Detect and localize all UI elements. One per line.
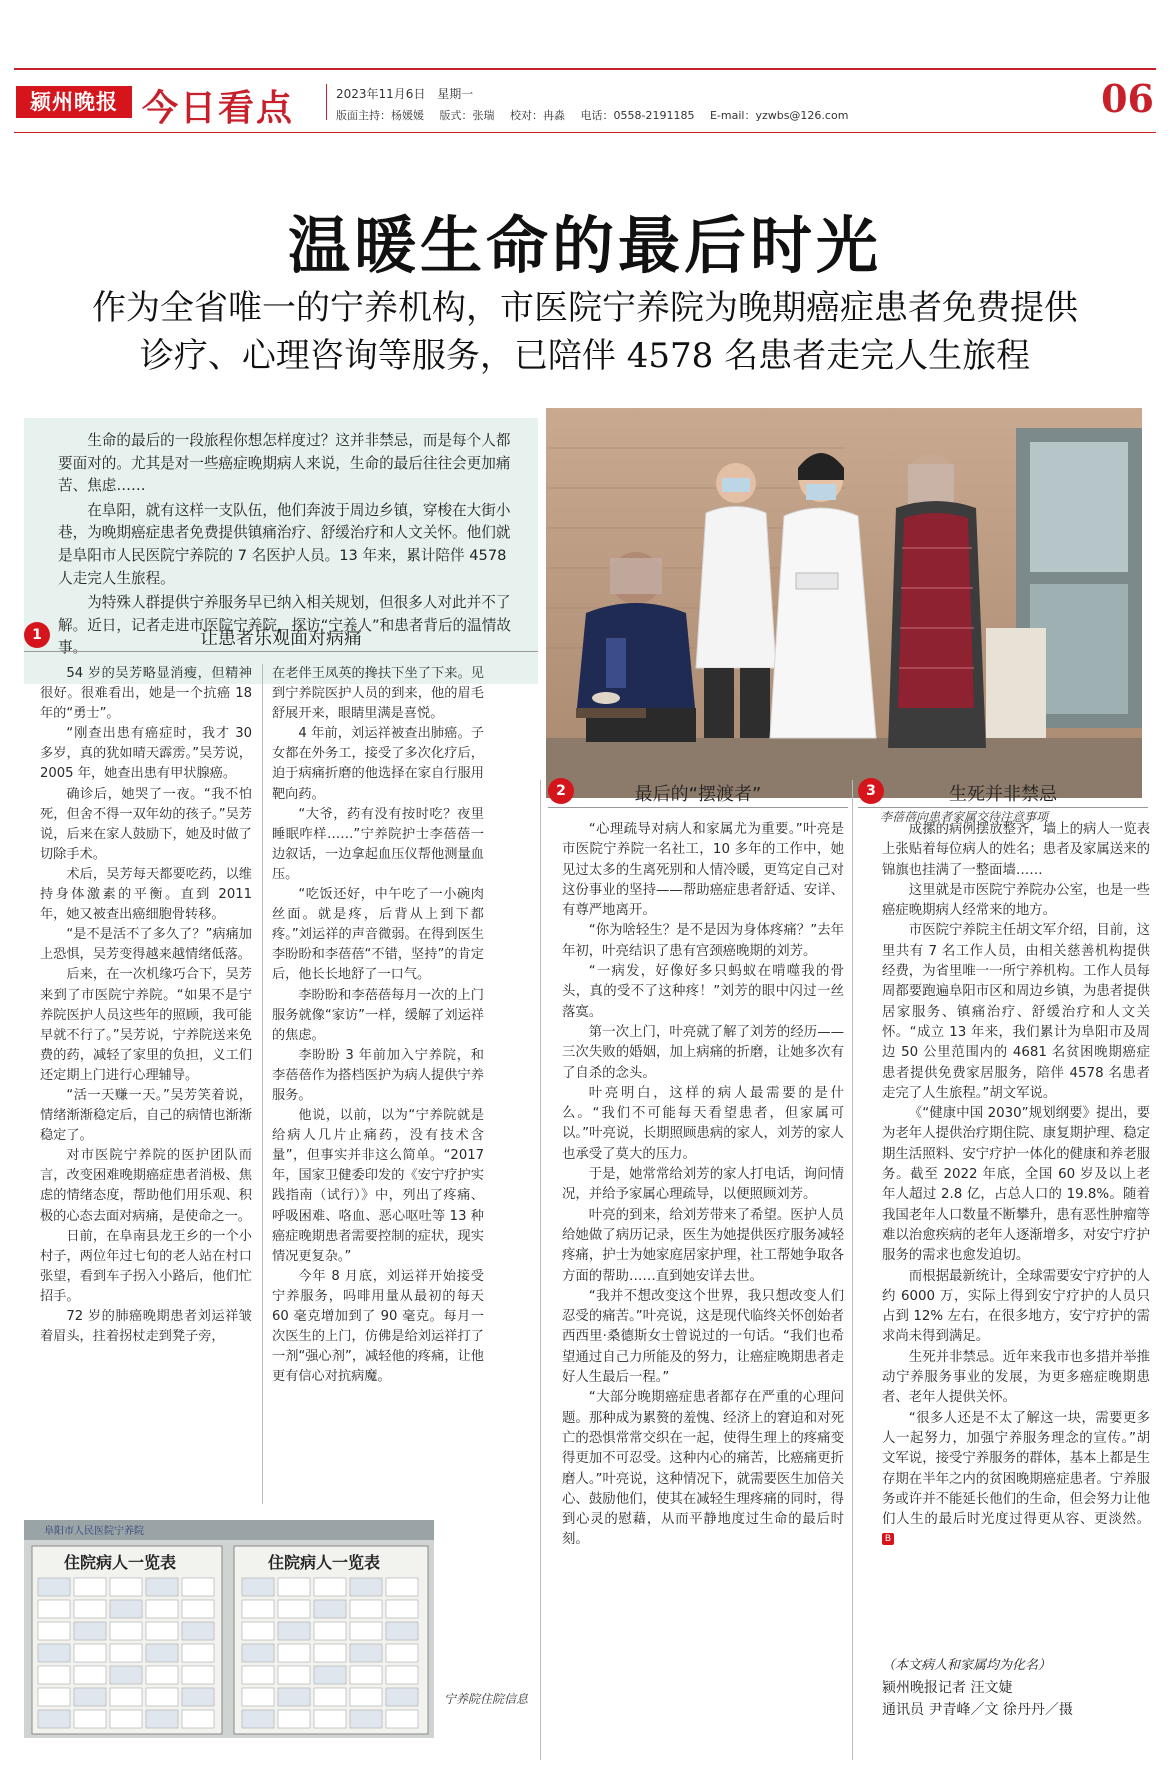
paragraph: 成摞的病例摆放整齐，墙上的病人一览表上张贴着每位病人的姓名；患者及家属送来的锦旗也挂满了一整面墙…… <box>882 822 1150 878</box>
credit-layout: 版式：张瑞 <box>439 109 495 122</box>
patient-card <box>74 1600 106 1618</box>
byline-contributors: 通讯员 尹青峰／文 徐丹丹／摄 <box>882 1702 1073 1718</box>
paragraph: 术后，吴芳每天都要吃药，以维持身体激素的平衡。直到 2011 年，她又被查出癌细胞骨转移。 <box>40 866 252 923</box>
patient-card <box>38 1600 70 1618</box>
section-3-title: 生死并非禁忌 <box>949 784 1057 805</box>
patient-card <box>314 1710 346 1728</box>
paragraph: 54 岁的吴芳略显消瘦，但精神很好。很难看出，她是一个抗癌 18 年的“勇士”。 <box>40 666 252 722</box>
patient-card <box>38 1622 70 1640</box>
paragraph: “你为啥轻生？是不是因为身体疼痛？”去年年初，叶亮结识了患有宫颈癌晚期的刘芳。 <box>562 923 844 959</box>
patient-card <box>278 1710 310 1728</box>
patient-card <box>242 1622 274 1640</box>
patient-card <box>182 1644 214 1662</box>
section-2-heading <box>548 778 848 808</box>
paragraph: 后来，在一次机缘巧合下，吴芳来到了市医院宁养院。“如果不是宁养院医护人员这些年的照顾，我可能早就不行了。”吴芳说，宁养院送来免费的药，减轻了家里的负担，义工们还定期上门进行心理辅导。 <box>40 967 252 1083</box>
patient-card <box>386 1644 418 1662</box>
paragraph: 对市医院宁养院的医护团队而言，改变困难晚期癌症患者消极、焦虑的情绪态度，帮助他们用乐观、积极的心态去面对病痛，是使命之一。 <box>40 1148 252 1224</box>
paragraph: 4 年前，刘运祥被查出肺癌。子女都在外务工，接受了多次化疗后，迫于病痛折磨的他选择在家自行服用靶向药。 <box>272 726 484 802</box>
editorial-credits <box>336 107 860 123</box>
patient-card <box>278 1644 310 1662</box>
issue-date <box>336 85 481 102</box>
patient-card <box>278 1578 310 1596</box>
bottom-photo-caption: 宁养院住院信息 <box>444 1692 529 1706</box>
patient-card <box>182 1710 214 1728</box>
section-1-number: 1 <box>24 622 50 648</box>
paragraph: 而根据最新统计，全球需要安宁疗护的人约 6000 万，实际上得到安宁疗护的人员只占到 12% 左右，在很多地方，安宁疗护的需求尚未得到满足。 <box>882 1268 1150 1345</box>
patient-card <box>314 1622 346 1640</box>
paragraph: 今年 8 月底，刘运祥开始接受宁养服务，吗啡用量从最初的每天 60 毫克增加到了 90 毫克。每月一次医生的上门，仿佛是给刘运祥打了一剂“强心剂”，减轻他的疼痛，让他更有信心对抗病魔。 <box>272 1268 484 1385</box>
patient-card <box>314 1600 346 1618</box>
patient-card <box>146 1578 178 1596</box>
board-right-title: 住院病人一览表 <box>268 1553 381 1572</box>
patient-card <box>350 1688 382 1706</box>
headline: 温暖生命的最后时光 <box>287 209 882 282</box>
patient-card <box>386 1666 418 1684</box>
patient-card <box>110 1688 142 1706</box>
section-2-title: 最后的“摆渡者” <box>634 784 762 805</box>
patient-card <box>242 1688 274 1706</box>
patient-card <box>110 1622 142 1640</box>
patient-card <box>182 1666 214 1684</box>
paragraph: 李盼盼和李蓓蓓每月一次的上门服务就像“家访”一样，缓解了刘运祥的焦虑。 <box>272 987 484 1043</box>
section-2-number: 2 <box>548 778 574 804</box>
board-left-title: 住院病人一览表 <box>64 1553 177 1572</box>
patient-card <box>242 1710 274 1728</box>
newspaper-logo: 颍州晚报 <box>16 86 132 118</box>
patient-card <box>314 1644 346 1662</box>
paragraph: “活一天赚一天。”吴芳笑着说，情绪渐渐稳定后，自己的病情也渐渐稳定了。 <box>40 1087 252 1144</box>
paragraph: “心理疏导对病人和家属尤为重要。”叶亮是市医院宁养院一名社工，10 多年的工作中，她见过太多的生离死别和人情冷暖，更笃定自己对这份事业的坚持——帮助癌症患者舒适、安详、有尊严地离开。 <box>562 822 844 919</box>
paragraph: 于是，她常常给刘芳的家人打电话，询问情况，并给予家属心理疏导，以便照顾刘芳。 <box>562 1167 844 1203</box>
patient-card <box>242 1644 274 1662</box>
paragraph: “是不是活不了多久了？”病痛加上恐惧，吴芳变得越来越情绪低落。 <box>40 927 252 963</box>
patient-card <box>278 1666 310 1684</box>
board-banner-text: 阜阳市人民医院宁养院 <box>44 1526 144 1537</box>
patient-card <box>314 1578 346 1596</box>
patient-card <box>182 1688 214 1706</box>
paragraph: “刚查出患有癌症时，我才 30 多岁，真的犹如晴天霹雳。”吴芳说，2005 年，她查出患有甲状腺癌。 <box>40 726 252 782</box>
column-rule <box>262 664 263 1504</box>
patient-card <box>74 1666 106 1684</box>
patient-card <box>386 1688 418 1706</box>
patient-card <box>278 1622 310 1640</box>
bottom-photo <box>24 1520 434 1738</box>
patient-card <box>386 1622 418 1640</box>
byline-note: （本文病人和家属均为化名） <box>882 1658 1052 1673</box>
patient-card <box>386 1710 418 1728</box>
main-photo <box>546 408 1142 798</box>
board-left <box>32 1546 222 1734</box>
patient-card <box>146 1688 178 1706</box>
patient-card <box>242 1666 274 1684</box>
main-photo-caption: 李蓓蓓向患者家属交待注意事项 <box>880 810 1049 824</box>
paragraph: 他说，以前，以为“宁养院就是给病人几片止痛药，没有技术含量”，但事实并非这么简单。“2017 年，国家卫健委印发的《安宁疗护实践指南（试行）》中，列出了疼痛、呼吸困难、咯血、恶心呕吐等 13 种癌症晚期患者需要控制的症状，现实情况更复杂。” <box>272 1108 484 1264</box>
paragraph: 72 岁的肺癌晚期患者刘运祥皱着眉头，拄着拐杖走到凳子旁， <box>40 1309 252 1345</box>
paragraph: 第一次上门，叶亮就了解了刘芳的经历——三次失败的婚姻，加上病痛的折磨，让她多次有了自杀的念头。 <box>562 1024 844 1081</box>
patient-card <box>350 1600 382 1618</box>
patient-card <box>110 1578 142 1596</box>
patient-card <box>110 1710 142 1728</box>
patient-card <box>110 1600 142 1618</box>
lead-paragraph: 在阜阳，就有这样一支队伍，他们奔波于周边乡镇，穿梭在大街小巷，为晚期癌症患者免费提供镇痛治疗、舒缓治疗和人文关怀。他们就是阜阳市人民医院宁养院的 7 名医护人员。13 年来，累计陪伴 4578 人走完人生旅程。 <box>58 501 511 587</box>
patient-card <box>38 1688 70 1706</box>
section-1-title: 让患者乐观面对病痛 <box>200 628 362 649</box>
section-3-column <box>882 820 1150 1551</box>
masthead-divider <box>326 84 327 120</box>
paragraph: “一病发，好像好多只蚂蚁在啃噬我的骨头，真的受不了这种疼！”刘芳的眼中闪过一丝落寞。 <box>562 964 844 1020</box>
patient-card <box>242 1600 274 1618</box>
credit-proofreader: 校对：冉淼 <box>510 109 565 122</box>
patient-card <box>350 1622 382 1640</box>
section-name: 今日看点 <box>142 87 295 129</box>
patient-card <box>38 1644 70 1662</box>
patient-card <box>350 1644 382 1662</box>
byline <box>882 1655 1142 1721</box>
column-rule <box>852 780 853 1760</box>
patient-card <box>350 1710 382 1728</box>
main-photo-illustration <box>546 408 1142 798</box>
patient-card <box>278 1688 310 1706</box>
paragraph: 李盼盼 3 年前加入宁养院，和李蓓蓓作为搭档医护为病人提供宁养服务。 <box>272 1047 484 1103</box>
subheadline-line-2: 诊疗、心理咨询等服务，已陪伴 4578 名患者走完人生旅程 <box>139 336 1031 376</box>
patient-card <box>38 1710 70 1728</box>
patient-card <box>74 1688 106 1706</box>
masthead-bottom-rule <box>14 132 1156 133</box>
paragraph-text: “很多人还是不太了解这一块，需要更多人一起努力，加强宁养服务理念的宣传。”胡文军说，接受宁养服务的群体，基本上都是生存期在半年之内的贫困晚期癌症患者。宁养服务或许并不能延长他们的生命，但会努力让他们人生的最后时光度过得更从容、更淡然。 <box>882 1410 1150 1528</box>
credit-email: E-mail：yzwbs@126.com <box>709 109 849 122</box>
patient-card <box>74 1578 106 1596</box>
patient-card <box>74 1622 106 1640</box>
lead-paragraph: 为特殊人群提供宁养服务早已纳入相关规划，但很多人对此并不了解。近日，记者走进市医院宁养院，探访“宁养人”和患者背后的温情故事。 <box>58 594 511 657</box>
patient-card <box>350 1578 382 1596</box>
paragraph <box>882 1409 1150 1551</box>
paragraph: 叶亮明白，这样的病人最需要的是什么。“我们不可能每天看望患者，但家属可以。”叶亮说，长期照顾患病的家人，刘芳的家人也承受了莫大的压力。 <box>562 1085 844 1162</box>
section-3-number: 3 <box>858 778 884 804</box>
patient-card <box>350 1666 382 1684</box>
column-rule <box>540 780 541 1760</box>
end-mark: B <box>882 1533 894 1545</box>
patient-card <box>38 1666 70 1684</box>
byline-reporter: 颍州晚报记者 汪文婕 <box>882 1680 1013 1696</box>
patient-card <box>146 1622 178 1640</box>
patient-card <box>74 1710 106 1728</box>
patient-card <box>110 1666 142 1684</box>
patient-card <box>182 1578 214 1596</box>
credit-phone: 电话：0558-2191185 <box>580 109 695 122</box>
patient-card <box>110 1644 142 1662</box>
patient-card <box>182 1622 214 1640</box>
lead-paragraph: 生命的最后的一段旅程你想怎样度过？这并非禁忌，而是每个人都要面对的。尤其是对一些癌症晚期病人来说，生命的最后往往会更加痛苦、焦虑…… <box>58 432 511 495</box>
subheadline-line-1: 作为全省唯一的宁养机构，市医院宁养院为晚期癌症患者免费提供 <box>92 288 1078 328</box>
paragraph: 日前，在阜南县龙王乡的一个小村子，两位年过七旬的老人站在村口张望，看到车子拐入小路后，他们忙招手。 <box>40 1228 252 1304</box>
paragraph: “大爷，药有没有按时吃？夜里睡眠咋样……”宁养院护士李蓓蓓一边叙话，一边拿起血压仪帮他测量血压。 <box>272 806 484 882</box>
patient-card <box>146 1644 178 1662</box>
paragraph: “我并不想改变这个世界，我只想改变人们忍受的痛苦。”叶亮说，这是现代临终关怀创始者西西里·桑德斯女士曾说过的一句话。“我们也希望通过自己力所能及的努力，让癌症晚期患者走好人生最后一程。” <box>562 1288 844 1386</box>
paragraph: 市医院宁养院主任胡文军介绍，目前，这里共有 7 名工作人员，由相关慈善机构提供经费，为省里唯一一所宁养机构。工作人员每周都要跑遍阜阳市区和周边乡镇，为患者提供居家服务、镇痛治疗、舒缓治疗和人文关怀。“成立 13 年来，我们累计为阜阳市及周边 50 公里范围内的 4681 名贫困晚期癌症患者提供免费家居服务，陪伴 4578 名患者走完了人生旅程。”胡文军说。 <box>882 923 1150 1101</box>
section-2-column <box>562 820 844 1551</box>
patient-card <box>182 1600 214 1618</box>
board-right <box>234 1546 428 1734</box>
page-number: 06 <box>1101 76 1154 121</box>
patient-card <box>314 1688 346 1706</box>
section-1-heading <box>24 622 538 652</box>
subheadline <box>20 284 1150 380</box>
patient-card <box>278 1600 310 1618</box>
paragraph: “大部分晚期癌症患者都存在严重的心理问题。那种成为累赘的羞愧、经济上的窘迫和对死亡的恐惧常常交织在一起，使得生理上的疼痛变得更加不可忍受。这种内心的痛苦，比癌痛更折磨人。”叶亮说，这种情况下，就需要医生加倍关心、鼓励他们，使其在减轻生理疼痛的同时，得到心灵的慰藉，从而平静地度过生命的最后时刻。 <box>562 1390 844 1548</box>
paragraph: “吃饭还好，中午吃了一小碗肉丝面。就是疼，后背从上到下都疼。”刘运祥的声音微弱。在得到医生李盼盼和李蓓蓓“不错，坚持”的肯定后，他长长地舒了一口气。 <box>272 887 484 983</box>
patient-card <box>146 1600 178 1618</box>
patient-card <box>146 1710 178 1728</box>
patient-card <box>314 1666 346 1684</box>
paragraph: 在老伴王凤英的搀扶下坐了下来。见到宁养院医护人员的到来，他的眉毛舒展开来，眼睛里满是喜悦。 <box>272 666 484 722</box>
issue-weekday: 星期一 <box>437 87 474 101</box>
section-1-column-2 <box>272 664 484 1387</box>
patient-card <box>38 1578 70 1596</box>
bottom-photo-illustration <box>24 1520 434 1738</box>
paragraph: 生死并非禁忌。近年来我市也多措并举推动宁养服务事业的发展，为更多癌症晚期患者、老年人提供关怀。 <box>882 1349 1150 1406</box>
section-1-column-1 <box>40 664 252 1347</box>
credit-editor: 版面主持：杨媛媛 <box>336 109 424 122</box>
section-3-heading <box>858 778 1148 808</box>
patient-card <box>146 1666 178 1684</box>
patient-card <box>242 1578 274 1596</box>
patient-card <box>386 1578 418 1596</box>
patient-card <box>386 1600 418 1618</box>
paragraph: 这里就是市医院宁养院办公室，也是一些癌症晚期病人经常来的地方。 <box>882 882 1150 919</box>
masthead <box>14 68 1156 136</box>
masthead-top-rule <box>14 68 1156 70</box>
issue-date-text: 2023年11月6日 <box>336 87 426 101</box>
paragraph: 《“健康中国 2030”规划纲要》提出，要为老年人提供治疗期住院、康复期护理、稳定期生活照料、安宁疗护一体化的健康和养老服务。截至 2022 年底，全国 60 岁及以上老年人超过 2.8 亿，占总人口的 19.8%。随着我国老年人口数量不断攀升，患有恶性肿瘤等难以治愈疾病的老年人逐渐增多，对安宁疗护服务的需求也愈发迫切。 <box>882 1106 1150 1264</box>
paragraph: 叶亮的到来，给刘芳带来了希望。医护人员给她做了病历记录，医生为她提供医疗服务减轻疼痛，护士为她家庭居家护理，社工帮她争取各方面的帮助……直到她安详去世。 <box>562 1207 844 1284</box>
patient-card <box>74 1644 106 1662</box>
paragraph: 确诊后，她哭了一夜。“我不怕死，但舍不得一双年幼的孩子。”吴芳说，后来在家人鼓励下，她及时做了切除手术。 <box>40 786 252 862</box>
